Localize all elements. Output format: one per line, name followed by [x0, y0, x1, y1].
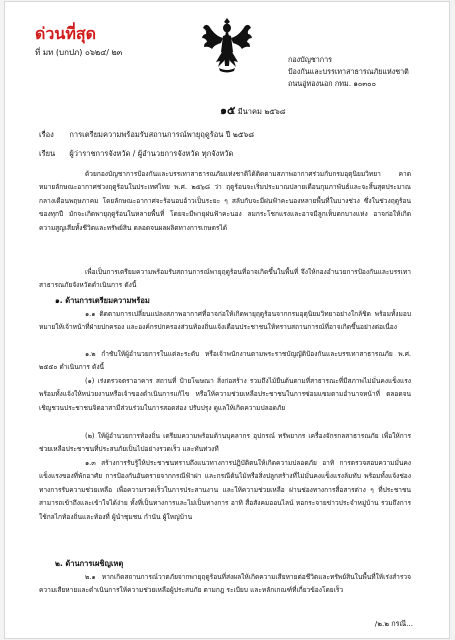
subject-label: เรื่อง: [39, 130, 54, 139]
intro-paragraph: [39, 168, 411, 235]
item-1-3-text: ๑.๓ สร้างการรับรู้ให้ประชาชนทราบถึงแนวทางการปฏิบัติตนให้เกิดความปลอดภัย อาทิ การตรวจสอบความมั่นคงแข็งแรงของที่พักอาศัย การป้องกันอันตรายจากกรณีฟ้าผ่า และกรณีต้นไม้หรือสิ่งปลูกสร้างที่ไม่มั่นคงแข็งแรงล้มทับ พร้อมทั้งแจ้งช่องทางการรับความช่วยเหลือ เพื่อความรวดเร็วในการประสานงาน และให้ความช่วยเหลือ ผ่านช่องทางการสื่อสารต่าง ๆ ที่ประชาชนสามารถเข้าถึงและเข้าใจได้ง่าย ทั้งที่เป็นทางการและไม่เป็นทางการ อาทิ สื่อสังคมออนไลน์ หอกระจายข่าวประจำหมู่บ้าน รวมถึงการใช้กลไกท้องถิ่นและท้องที่ ผู้นำชุมชน กำนัน ผู้ใหญ่บ้าน: [39, 459, 411, 521]
item-1-2-b-text: (๒) ให้ผู้อำนวยการท้องถิ่น เตรียมความพร้อมด้านบุคลากร อุปกรณ์ ทรัพยากร เครื่องจักรกลสาธารณภัย เพื่อให้การช่วยเหลือประชาชนที่ประสบภัยเป็นไปอย่างรวดเร็ว และทันท่วงที: [39, 432, 411, 454]
section-heading-response: ๒. ด้านการเผชิญเหตุ: [55, 559, 124, 568]
address-line: ป้องกันและบรรเทาสาธารณภัยแห่งชาติ: [288, 67, 409, 76]
subject-text: การเตรียมความพร้อมรับสถานการณ์พายุฤดูร้อน ปี ๒๕๖๘: [69, 130, 255, 139]
document-date: [220, 101, 286, 119]
purpose-paragraph: [39, 266, 411, 293]
item-2-1-text: ๒.๑ หากเกิดสถานการณ์วาตภัยจากพายุฤดูร้อนที่ส่งผลให้เกิดความเสียหายต่อชีวิตและทรัพย์สินในพื้นที่ให้เร่งสำรวจความเสียหายและดำเนินการให้ความช่วยเหลือผู้ประสบภัย ตามกฎ ระเบียบ และหลักเกณฑ์ที่เกี่ยวข้องโดยเร็ว: [39, 573, 411, 595]
recipient-text: ผู้ว่าราชการจังหวัด / ผู้อำนวยการจังหวัด ทุกจังหวัด: [69, 149, 234, 158]
item-1-2-text: ๑.๒ กำชับให้ผู้อำนวยการในแต่ละระดับ หรือเจ้าพนักงานตามพระราชบัญญัติป้องกันและบรรเทาสาธารณภัย พ.ศ. ๒๕๕๐ ดำเนินการ ดังนี้: [39, 350, 411, 372]
document-page: [5, 2, 449, 638]
item-2-1: [39, 571, 411, 598]
sender-address: [288, 54, 409, 90]
item-1-1: [39, 308, 411, 335]
date-day: ๑๕: [220, 104, 236, 117]
date-month-year: มีนาคม ๒๕๖๘: [237, 107, 286, 116]
intro-text: ด้วยกองบัญชาการป้องกันและบรรเทาสาธารณภัยแห่งชาติได้ติดตามสภาพอากาศร่วมกับกรมอุตุนิยมวิทยา คาดหมายลักษณะอากาศช่วงฤดูร้อนในประเทศไทย พ.ศ. ๒๕๖๘ ว่า ฤดูร้อนจะเริ่มประมาณปลายเดือนกุมภาพันธ์และจะสิ้นสุดประมาณกลางเดือนพฤษภาคม โดยลักษณะอากาศจะร้อนอบอ้าวเป็นระยะ ๆ สลับกับจะมีฝนฟ้าคะนองหลายพื้นที่ในบางช่วง ซึ่งในช่วงฤดูร้อนของทุกปี มักจะเกิดพายุฤดูร้อนในหลายพื้นที่ โดยจะมีพายุฝนฟ้าคะนอง ลมกระโชกแรงและอาจมีลูกเห็บตกบางแห่ง อาจก่อให้เกิดความสูญเสียทั้งชีวิตและทรัพย์สิน ตลอดจนผลผลิตทางการเกษตรได้: [39, 170, 411, 232]
address-line: ถนนอู่ทองนอก กทม. ๑๐๓๐๐: [288, 79, 376, 88]
recipient-line: [39, 148, 233, 160]
item-1-3: [39, 457, 411, 524]
continuation-note: /๒.๒ กรณี...: [374, 619, 413, 628]
recipient-label: เรียน: [39, 149, 56, 158]
item-1-2-a-text: (๑) เร่งตรวจตราอาคาร สถานที่ ป้ายโฆษณา สิ่งก่อสร้าง รวมถึงไม้ยืนต้นตามที่สาธารณะที่มีสภาพไม่มั่นคงแข็งแรง พร้อมทั้งแจ้งให้หน่วยงานหรือเจ้าของดำเนินการแก้ไข หรือให้ความช่วยเหลือประชาชนในการซ่อมแซมตามอำนาจหน้าที่ ตลอดจนเชิญชวนประชาชนจิตอาสามีส่วนร่วมในการสอดส่อง ปรับปรุง ดูแลให้เกิดความปลอดภัย: [39, 377, 411, 412]
item-1-1-text: ๑.๑ ติดตามการเปลี่ยนแปลงสภาพอากาศที่อาจก่อให้เกิดพายุฤดูร้อนจากกรมอุตุนิยมวิทยาอย่างใกล้ชิด พร้อมทั้งมอบหมายให้เจ้าหน้าที่ฝ่ายปกครอง และองค์กรปกครองส่วนท้องถิ่นแจ้งเตือนประชาชนให้ทราบสถานการณ์ที่อาจเกิดขึ้นอย่างต่อเนื่อง: [39, 310, 411, 332]
item-1-2-b: [39, 430, 411, 457]
document-number: ที่ มท (บกปภ) ๐๖๒๔/ ๒๓: [35, 48, 123, 57]
item-1-2: [39, 348, 411, 375]
subject-line: [39, 129, 254, 141]
address-line: กองบัญชาการ: [288, 55, 333, 64]
item-1-2-a: [39, 375, 411, 415]
garuda-emblem-icon: [199, 16, 255, 74]
section-heading-preparedness: ๑. ด้านการเตรียมความพร้อม: [55, 296, 150, 305]
urgency-stamp: ด่วนที่สุด: [35, 24, 97, 43]
purpose-text: เพื่อเป็นการเตรียมความพร้อมรับสถานการณ์พายุฤดูร้อนที่อาจเกิดขึ้นในพื้นที่ จึงให้กองอำนวยการป้องกันและบรรเทาสาธารณภัยจังหวัดดำเนินการ ดังนี้: [39, 268, 411, 290]
